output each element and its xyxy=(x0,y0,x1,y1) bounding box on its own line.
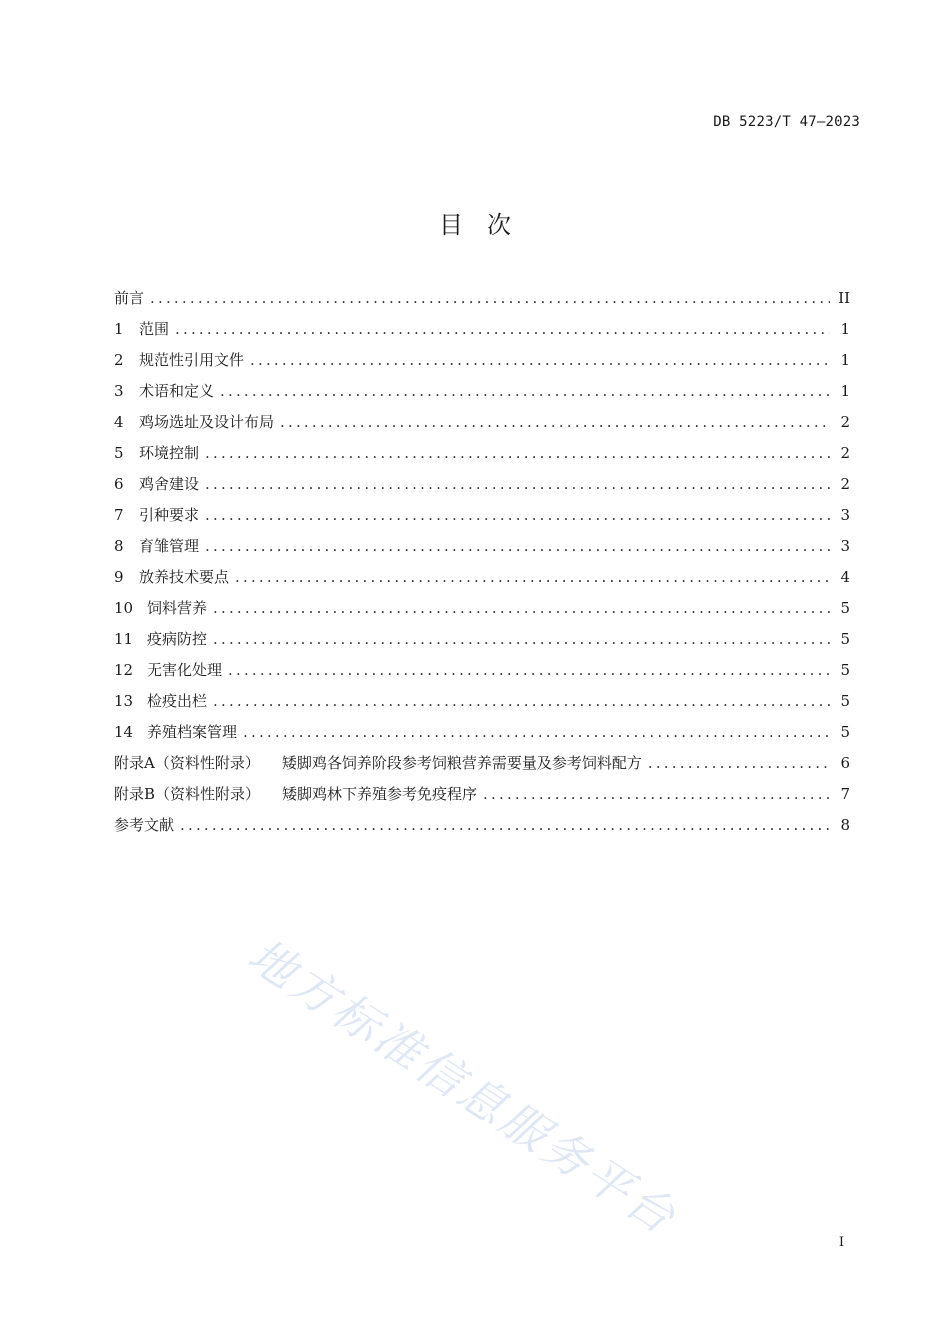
toc-leader-dots xyxy=(213,624,830,655)
toc-entry-label: 放养技术要点 xyxy=(139,568,230,586)
toc-entry-page: 5 xyxy=(840,630,850,648)
toc-leader-dots xyxy=(213,686,830,717)
toc-entry-number: 4 xyxy=(114,413,124,431)
document-id: DB 5223/T 47—2023 xyxy=(713,114,860,130)
toc-entry-page: 5 xyxy=(840,723,850,741)
toc-entry-page: 5 xyxy=(840,599,850,617)
toc-leader-dots xyxy=(648,748,830,779)
toc-leader-dots xyxy=(243,717,830,748)
toc-leader-dots xyxy=(235,562,830,593)
appendix-label: 附录B（资料性附录） xyxy=(114,785,261,803)
toc-entry-label: 无害化处理 xyxy=(147,661,223,679)
toc-entry-label: 引种要求 xyxy=(139,506,200,524)
toc-leader-dots xyxy=(180,810,830,841)
toc-entry-label: 鸡场选址及设计布局 xyxy=(139,413,275,431)
toc-entry-label: 饲料营养 xyxy=(147,599,208,617)
toc-entry-label: 术语和定义 xyxy=(139,382,215,400)
toc-entry-label: 疫病防控 xyxy=(147,630,208,648)
toc-entry-number: 11 xyxy=(114,630,134,648)
appendix-title: 矮脚鸡各饲养阶段参考饲粮营养需要量及参考饲料配方 xyxy=(281,754,642,772)
toc-entry-appendix-b[interactable] xyxy=(114,779,850,810)
page-number: I xyxy=(838,1235,844,1250)
toc-entry-number: 6 xyxy=(114,475,124,493)
toc-entry-4[interactable] xyxy=(114,407,850,438)
toc-entry-number: 7 xyxy=(114,506,124,524)
toc-entry-number: 10 xyxy=(114,599,134,617)
toc-leader-dots xyxy=(213,593,830,624)
toc-entry-2[interactable] xyxy=(114,345,850,376)
appendix-title: 矮脚鸡林下养殖参考免疫程序 xyxy=(282,785,478,803)
toc-entry-label: 环境控制 xyxy=(139,444,200,462)
toc-entry-11[interactable] xyxy=(114,624,850,655)
toc-entry-number: 13 xyxy=(114,692,134,710)
toc-entry-page: 5 xyxy=(840,692,850,710)
toc-leader-dots xyxy=(205,469,830,500)
toc-entry-label xyxy=(114,779,477,810)
toc-entry-page: 2 xyxy=(840,475,850,493)
toc-entry-page: 3 xyxy=(840,506,850,524)
toc-entry-page: 1 xyxy=(840,382,850,400)
toc-leader-dots xyxy=(483,779,830,810)
toc-entry-page: 5 xyxy=(840,661,850,679)
toc-entry-label: 前言 xyxy=(114,289,145,307)
toc-entry-label: 规范性引用文件 xyxy=(139,351,245,369)
toc-entry-foreword[interactable] xyxy=(114,283,850,314)
toc-entry-number: 2 xyxy=(114,351,124,369)
toc-entry-label: 鸡舍建设 xyxy=(139,475,200,493)
toc-leader-dots xyxy=(205,438,830,469)
toc-entry-page: 2 xyxy=(840,444,850,462)
page-title: 目次 xyxy=(439,211,535,239)
toc-entry-9[interactable] xyxy=(114,562,850,593)
toc-leader-dots xyxy=(250,345,830,376)
appendix-label: 附录A（资料性附录） xyxy=(114,754,260,772)
toc-entry-3[interactable] xyxy=(114,376,850,407)
toc-entry-10[interactable] xyxy=(114,593,850,624)
toc-entry-label: 参考文献 xyxy=(114,816,175,834)
toc-entry-label: 育雏管理 xyxy=(139,537,200,555)
toc-entry-number: 5 xyxy=(114,444,124,462)
toc-entry-13[interactable] xyxy=(114,686,850,717)
toc-entry-label: 养殖档案管理 xyxy=(147,723,238,741)
toc-entry-page: 4 xyxy=(840,568,850,586)
toc-entry-5[interactable] xyxy=(114,438,850,469)
toc-entry-page: II xyxy=(838,289,850,307)
toc-leader-dots xyxy=(205,531,830,562)
toc-entry-page: 7 xyxy=(840,785,850,803)
toc-entry-8[interactable] xyxy=(114,531,850,562)
toc-leader-dots xyxy=(280,407,830,438)
toc-entry-number: 9 xyxy=(114,568,124,586)
toc-leader-dots xyxy=(220,376,830,407)
toc-leader-dots xyxy=(205,500,830,531)
toc-leader-dots xyxy=(150,283,830,314)
toc-entry-page: 2 xyxy=(840,413,850,431)
toc-entry-1[interactable] xyxy=(114,314,850,345)
toc-leader-dots xyxy=(228,655,830,686)
toc-entry-number: 1 xyxy=(114,320,124,338)
toc-entry-appendix-a[interactable] xyxy=(114,748,850,779)
toc-entry-references[interactable] xyxy=(114,810,850,841)
toc-entry-page: 1 xyxy=(840,320,850,338)
toc-entry-page: 6 xyxy=(840,754,850,772)
toc-entry-7[interactable] xyxy=(114,500,850,531)
toc-entry-label xyxy=(114,748,642,779)
toc-entry-label: 检疫出栏 xyxy=(147,692,208,710)
toc-entry-label: 范围 xyxy=(139,320,170,338)
toc-entry-6[interactable] xyxy=(114,469,850,500)
toc-entry-number: 14 xyxy=(114,723,134,741)
toc-entry-page: 1 xyxy=(840,351,850,369)
toc-entry-14[interactable] xyxy=(114,717,850,748)
table-of-contents xyxy=(114,283,850,841)
toc-entry-number: 12 xyxy=(114,661,134,679)
toc-entry-number: 8 xyxy=(114,537,124,555)
watermark: 地方标准信息服务平台 xyxy=(238,927,688,1246)
toc-leader-dots xyxy=(175,314,830,345)
toc-entry-number: 3 xyxy=(114,382,124,400)
toc-entry-page: 8 xyxy=(840,816,850,834)
toc-entry-12[interactable] xyxy=(114,655,850,686)
toc-entry-page: 3 xyxy=(840,537,850,555)
